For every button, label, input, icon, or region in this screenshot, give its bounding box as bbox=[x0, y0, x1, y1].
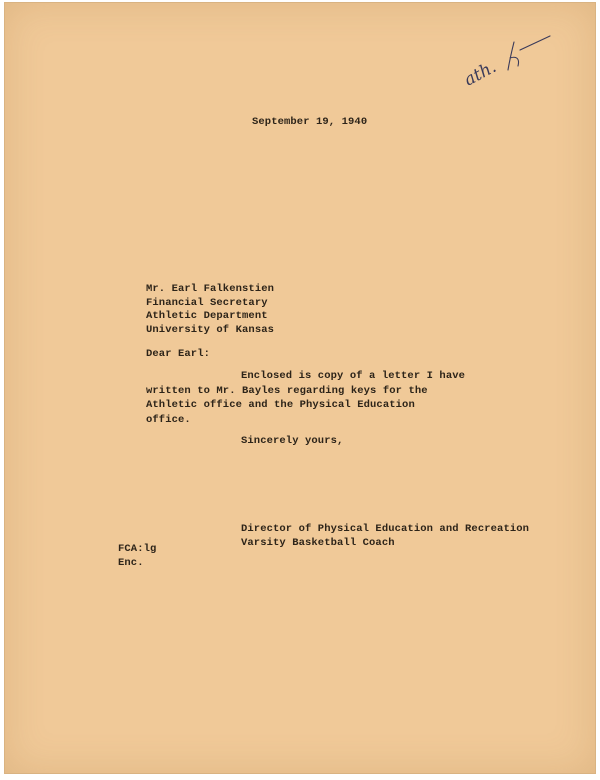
recipient-line: Athletic Department bbox=[146, 310, 268, 322]
signature-title-line: Director of Physical Education and Recreation bbox=[241, 523, 530, 535]
closing: Sincerely yours, bbox=[241, 435, 344, 447]
reference-line: FCA:lg bbox=[118, 543, 157, 555]
body-line: Enclosed is copy of a letter I have bbox=[241, 370, 466, 382]
recipient-line: University of Kansas bbox=[146, 323, 275, 336]
letter-body bbox=[146, 370, 465, 428]
recipient-line: Mr. Earl Falkenstien bbox=[146, 283, 275, 295]
body-line: Athletic office and the Physical Education bbox=[146, 399, 415, 411]
body-line: written to Mr. Bayles regarding keys for the bbox=[146, 384, 428, 397]
recipient-address bbox=[146, 283, 274, 337]
recipient-line: Financial Secretary bbox=[146, 296, 268, 309]
signature-block bbox=[241, 523, 529, 550]
letter-page bbox=[4, 2, 596, 774]
letter-date: September 19, 1940 bbox=[252, 116, 368, 128]
handwritten-annotation-text: ath. bbox=[460, 57, 500, 91]
signature-title-line: Varsity Basketball Coach bbox=[241, 536, 395, 549]
body-line: office. bbox=[146, 413, 191, 426]
salutation: Dear Earl: bbox=[146, 348, 211, 360]
reference-line: Enc. bbox=[118, 556, 144, 569]
reference-initials bbox=[118, 543, 156, 570]
handwritten-annotation bbox=[450, 28, 560, 98]
